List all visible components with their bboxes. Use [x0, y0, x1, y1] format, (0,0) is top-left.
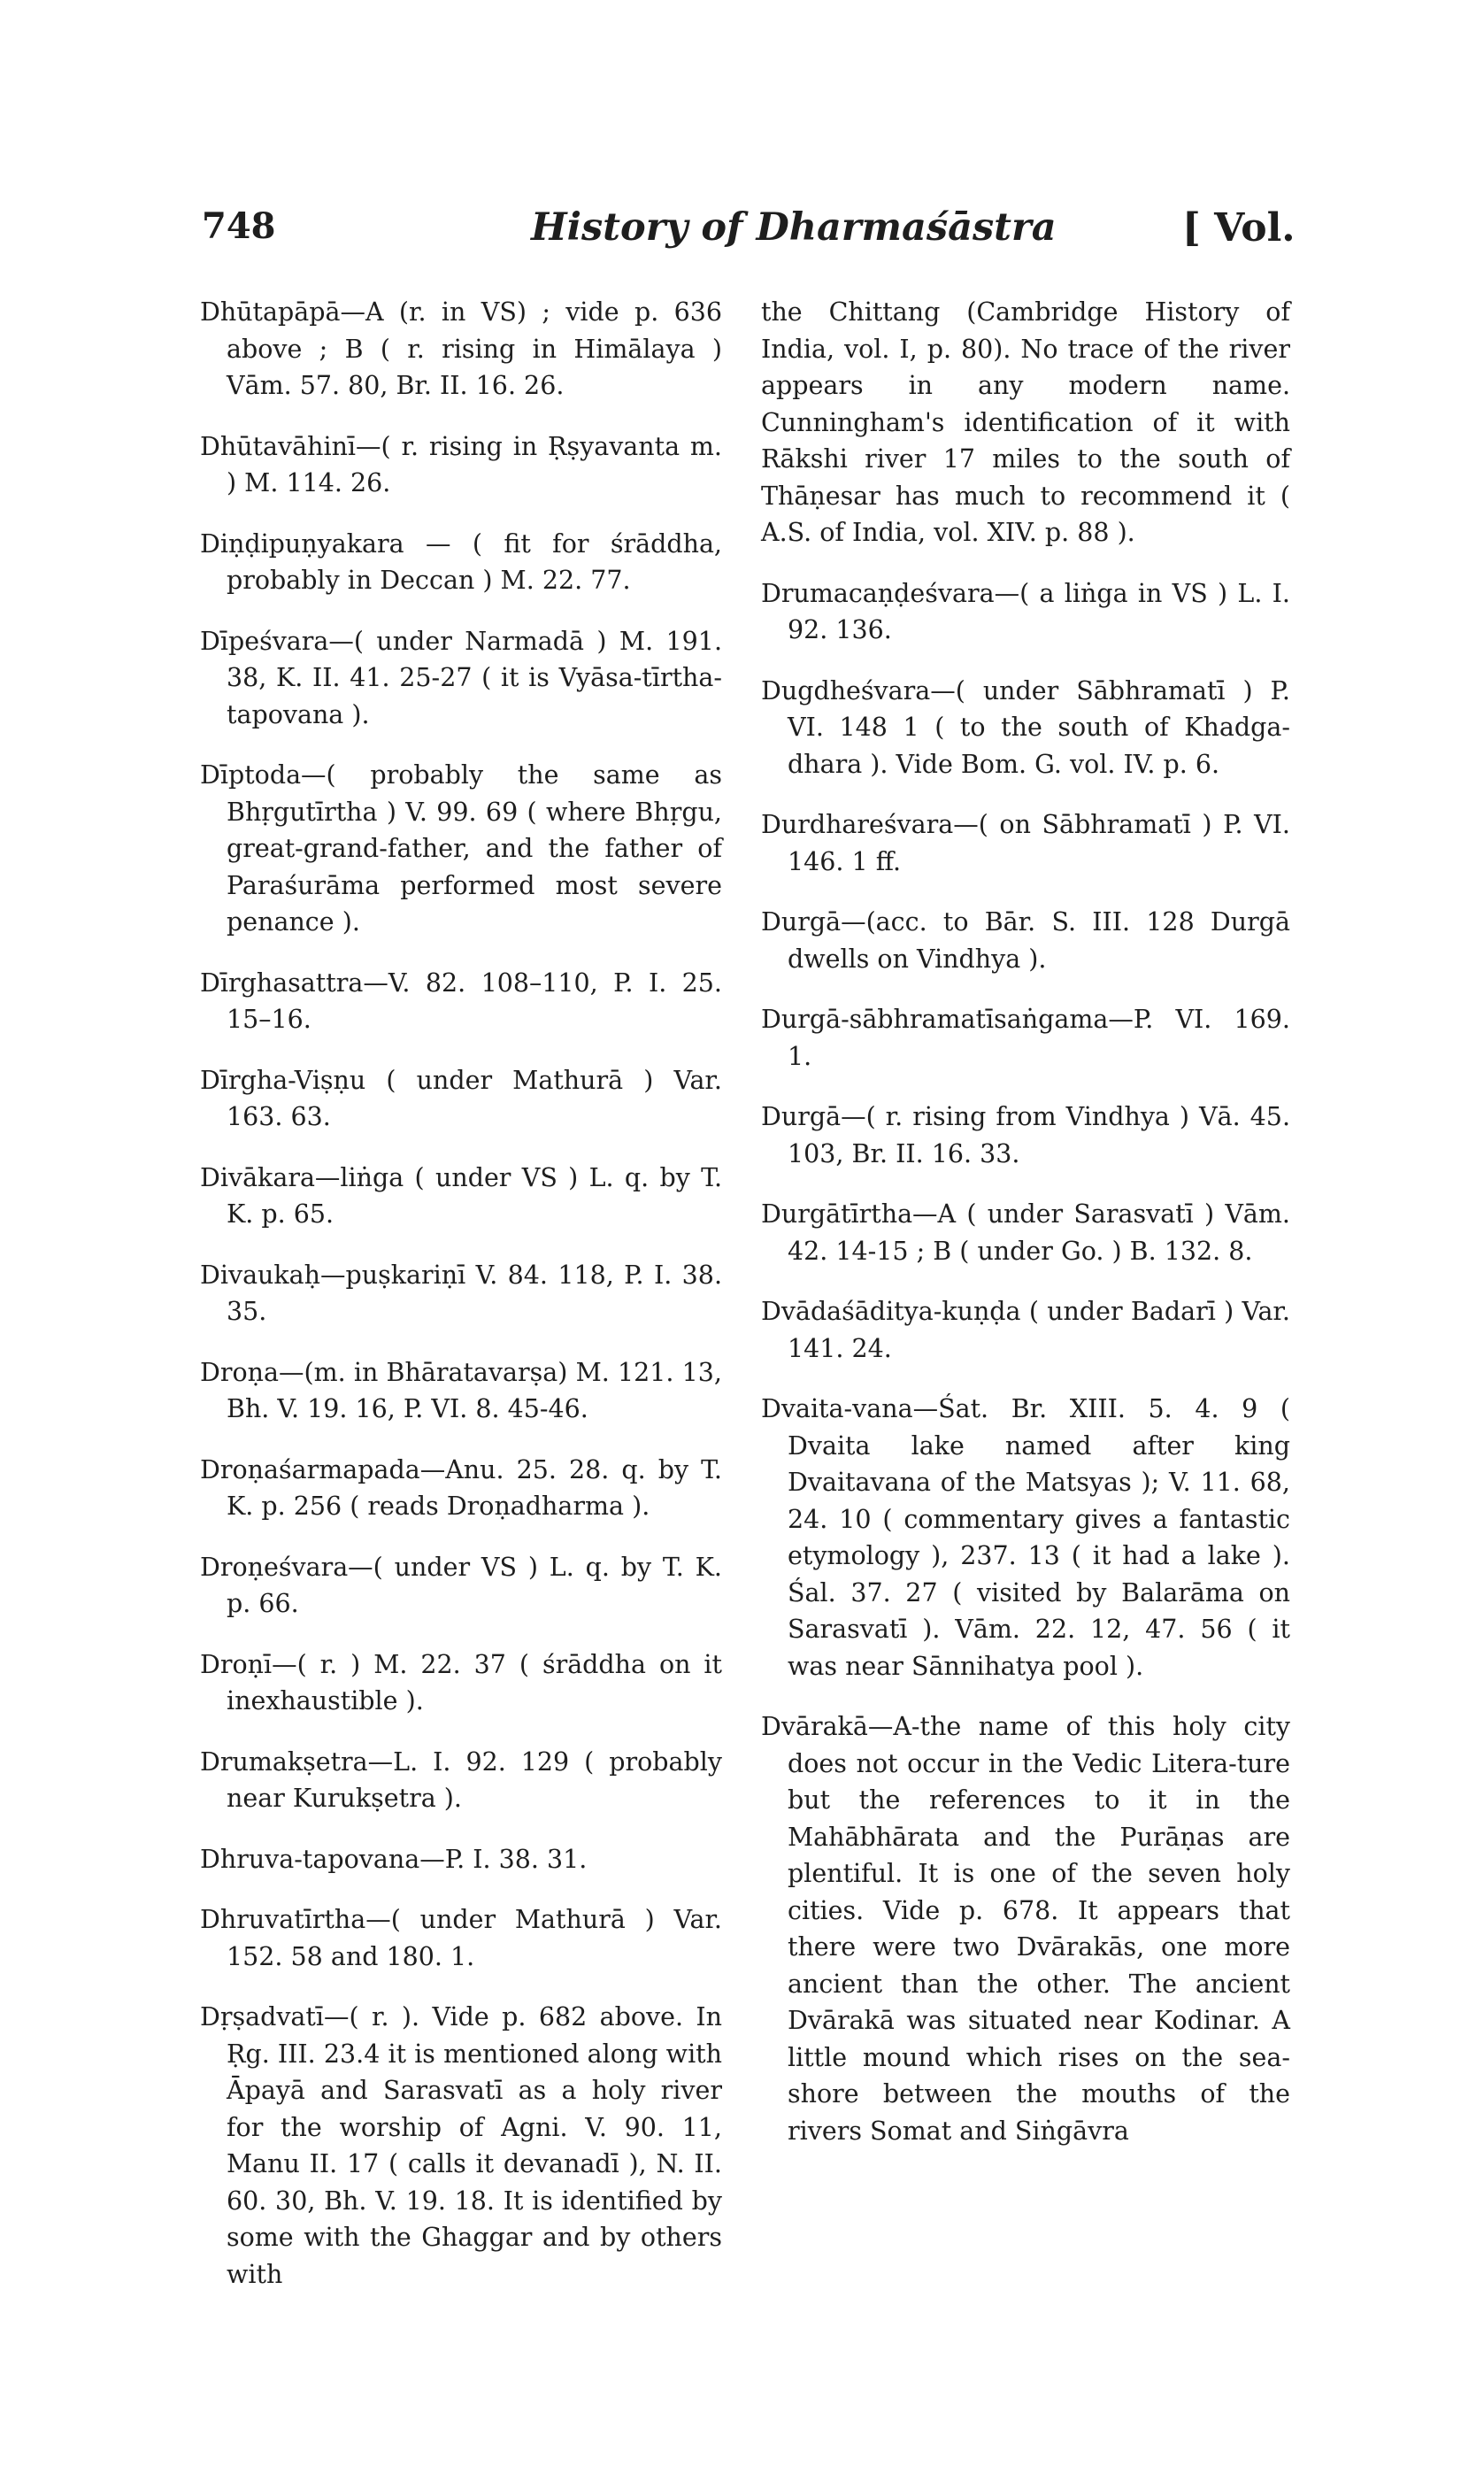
entry: Durdhareśvara—( on Sābhramatī ) P. VI. 146. 1 ff. — [761, 810, 1290, 876]
entry: Droṇaśarmapada—Anu. 25. 28. q. by T. K. p. 256 ( reads Droṇadharma ). — [200, 1454, 722, 1521]
right-column — [761, 294, 1290, 2173]
entry: Diṇḍipuṇyakara — ( fit for śrāddha, probably in Deccan ) M. 22. 77. — [200, 528, 722, 595]
entry: Dhruva-tapovana—P. I. 38. 31. — [200, 1844, 588, 1874]
entry: Dīptoda—( probably the same as Bhṛgutīrtha ) V. 99. 69 ( where Bhṛgu, great-grand-father, and the father of Paraśurāma performed most severe penance ). — [200, 760, 722, 937]
entry: Durgā—(acc. to Bār. S. III. 128 Durgā dwells on Vindhya ). — [761, 907, 1290, 974]
entry: Droṇī—( r. ) M. 22. 37 ( śrāddha on it inexhaustible ). — [200, 1649, 722, 1715]
entry: Divākara—liṅga ( under VS ) L. q. by T. K. p. 65. — [200, 1162, 722, 1229]
entry: Dīpeśvara—( under Narmadā ) M. 191. 38, K. II. 41. 25-27 ( it is Vyāsa-tīrtha-tapovana ). — [200, 626, 722, 729]
entry: Durgā-sābhramatīsaṅgama—P. VI. 169. 1. — [761, 1005, 1290, 1071]
page-number: 748 — [202, 205, 276, 247]
entry: Dhūtapāpā—A (r. in VS) ; vide p. 636 above ; B ( r. rising in Himālaya ) Vām. 57. 80, Br. II. 16. 26. — [200, 297, 722, 400]
entry: Dīrghasattra—V. 82. 108–110, P. I. 25. 15–16. — [200, 968, 722, 1034]
entry: Dṛṣadvatī—( r. ). Vide p. 682 above. In Ṛg. III. 23.4 it is mentioned along with Āpayā and Sarasvatī as a holy river for the worship of Agni. V. 90. 11, Manu II. 17 ( calls it devanadī ), N. II. 60. 30, Bh. V. 19. 18. It is identified by some with the Ghaggar and by others with — [200, 2002, 722, 2289]
entry: Dhūtavāhinī—( r. rising in Ṛṣyavanta m. ) M. 114. 26. — [200, 431, 722, 497]
entry: Dugdheśvara—( under Sābhramatī ) P. VI. 148 1 ( to the south of Khadga-dhara ). Vide Bom. G. vol. IV. p. 6. — [761, 675, 1290, 779]
entry: Durgātīrtha—A ( under Sarasvatī ) Vām. 42. 14-15 ; B ( under Go. ) B. 132. 8. — [761, 1199, 1290, 1266]
entry: Durgā—( r. rising from Vindhya ) Vā. 45. 103, Br. II. 16. 33. — [761, 1102, 1290, 1168]
entry: Dvaita-vana—Śat. Br. XIII. 5. 4. 9 ( Dvaita lake named after king Dvaitavana of the Matsyas ); V. 11. 68, 24. 10 ( commentary gives a fantastic etymology ), 237. 13 ( it had a lake ). Śal. 37. 27 ( visited by Balarāma on Sarasvatī ). Vām. 22. 12, 47. 56 ( it was near Sānnihatya pool ). — [761, 1394, 1290, 1681]
entry-continuation: the Chittang (Cambridge History of India, vol. I, p. 80). No trace of the river appears in any modern name. Cunningham's identification of it with Rākshi river 17 miles to the south of Thāṇesar has much to recommend it ( A.S. of India, vol. XIV. p. 88 ). — [761, 297, 1290, 547]
entry: Dvādaśāditya-kuṇḍa ( under Badarī ) Var. 141. 24. — [761, 1297, 1290, 1363]
entry: Drumakṣetra—L. I. 92. 129 ( probably near Kurukṣetra ). — [200, 1746, 722, 1813]
entry: Dvārakā—A-the name of this holy city does not occur in the Vedic Litera-ture but the references to it in the Mahābhārata and the Purāṇas are plentiful. It is one of the seven holy cities. Vide p. 678. It appears that there were two Dvārakās, one more ancient than the other. The ancient Dvārakā was situated near Kodinar. A little mound which rises on the sea-shore between the mouths of the rivers Somat and Siṅgāvra — [761, 1712, 1290, 2146]
entry: Divaukaḥ—puṣkariṇī V. 84. 118, P. I. 38. 35. — [200, 1260, 722, 1326]
entry: Dīrgha-Viṣṇu ( under Mathurā ) Var. 163. 63. — [200, 1065, 722, 1131]
running-title: History of Dharmaśāstra — [531, 205, 1057, 250]
entry: Drumacaṇḍeśvara—( a liṅga in VS ) L. I. 92. 136. — [761, 578, 1290, 644]
entry: Droṇeśvara—( under VS ) L. q. by T. K. p. 66. — [200, 1552, 722, 1618]
volume-label: [ Vol. — [1182, 205, 1296, 251]
entry: Dhruvatīrtha—( under Mathurā ) Var. 152. 58 and 180. 1. — [200, 1905, 722, 1971]
left-column — [200, 294, 722, 2317]
entry: Droṇa—(m. in Bhāratavarṣa) M. 121. 13, Bh. V. 19. 16, P. VI. 8. 45-46. — [200, 1357, 722, 1423]
